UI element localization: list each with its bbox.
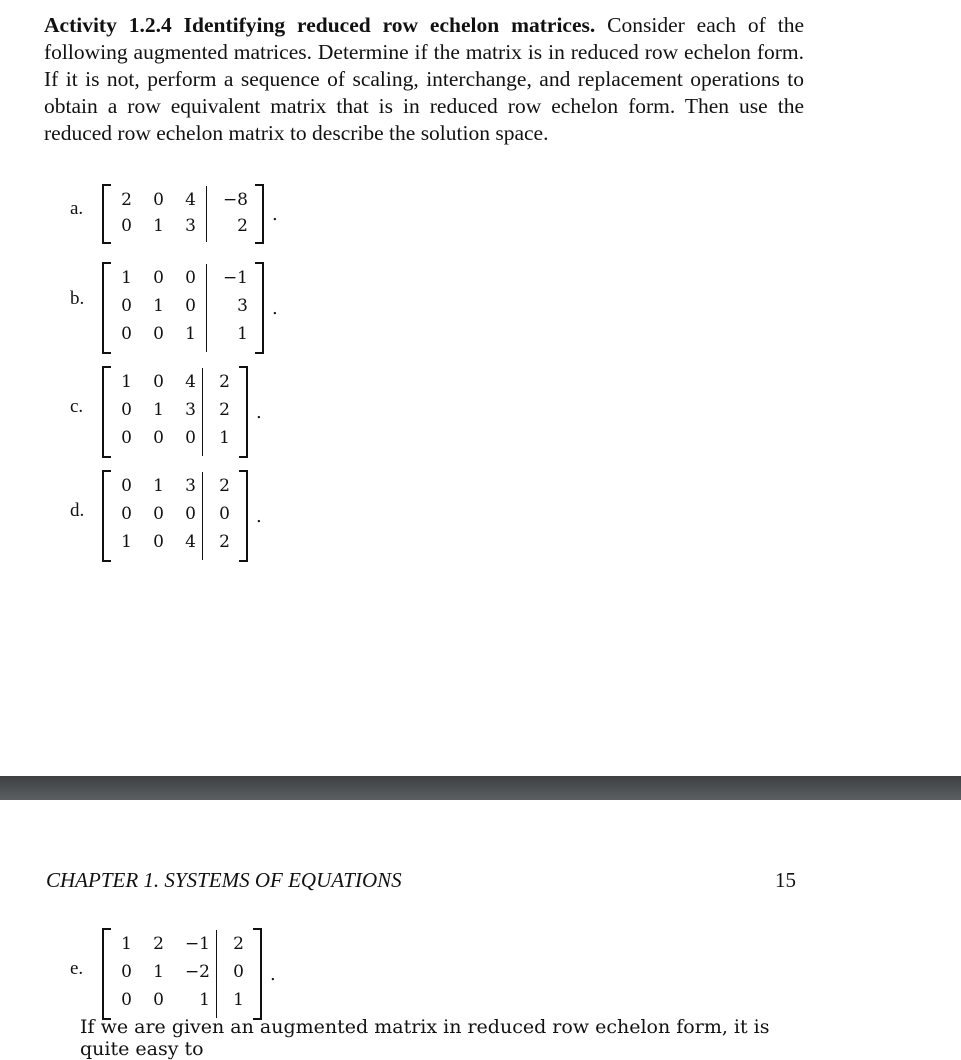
matrix-entry: 1 — [121, 934, 132, 954]
matrix-entry: 0 — [185, 268, 196, 288]
augmented-matrix — [102, 262, 278, 354]
problem-label: a. — [70, 198, 84, 219]
matrix-entry: 1 — [121, 532, 132, 552]
matrix-entry: 2 — [121, 190, 132, 210]
problem-label: d. — [70, 500, 85, 521]
matrix-entry: −8 — [222, 190, 248, 210]
matrix-entry: −2 — [184, 962, 210, 982]
problem-label: e. — [70, 958, 84, 979]
matrix-entry: 0 — [153, 990, 164, 1010]
augment-bar — [216, 930, 217, 1018]
matrix-bracket-right — [253, 928, 262, 1020]
matrix-entry: 1 — [153, 296, 164, 316]
augmented-matrix — [102, 366, 262, 458]
matrix-entry: 0 — [121, 990, 132, 1010]
matrix-period: . — [272, 204, 278, 225]
matrix-entry: 0 — [121, 400, 132, 420]
augment-bar — [202, 368, 203, 456]
matrix-period: . — [270, 964, 276, 985]
augment-bar — [206, 186, 207, 242]
matrix-entry: 1 — [153, 476, 164, 496]
matrix-entry: 0 — [185, 504, 196, 524]
matrix-entry: −1 — [184, 934, 210, 954]
matrix-entry: 0 — [153, 190, 164, 210]
matrix-entry: 0 — [153, 268, 164, 288]
matrix-entry: 2 — [153, 934, 164, 954]
matrix-entry: 2 — [237, 216, 248, 236]
matrix-entry: 0 — [153, 324, 164, 344]
matrix-entry: 3 — [185, 400, 196, 420]
augmented-matrix — [102, 928, 276, 1020]
matrix-entry: 1 — [153, 962, 164, 982]
matrix-bracket-right — [255, 262, 264, 354]
matrix-entry: 0 — [121, 504, 132, 524]
matrix-entry: 1 — [233, 990, 244, 1010]
matrix-entry: 4 — [185, 190, 196, 210]
matrix-entry: 0 — [121, 216, 132, 236]
problem-label: b. — [70, 288, 85, 309]
matrix-entry: 0 — [121, 962, 132, 982]
matrix-bracket-right — [255, 184, 264, 244]
matrix-entry: 1 — [121, 372, 132, 392]
page-number: 15 — [775, 868, 796, 892]
matrix-bracket-right — [239, 470, 248, 562]
matrix-entry: 1 — [185, 324, 196, 344]
matrix-period: . — [272, 298, 278, 319]
activity-body: Consider each of the following augmented matrices. Determine if the matrix is in reduced row echelon form. If it is not, perform a sequence of scaling, interchange, and replacement operations to obtain a row equivalent matrix that is in reduced row echelon form. Then use the reduced row echelon matrix to describe the solution space. — [44, 13, 804, 145]
cutoff-text-line: If we are given an augmented matrix in reduced row echelon form, it is quite easy to — [80, 1016, 770, 1060]
chapter-header: CHAPTER 1. SYSTEMS OF EQUATIONS — [46, 868, 402, 892]
matrix-bracket-right — [239, 366, 248, 458]
matrix-entry: 1 — [121, 268, 132, 288]
matrix-entry: 2 — [219, 372, 230, 392]
matrix-entry: 1 — [153, 216, 164, 236]
matrix-entry: 2 — [219, 476, 230, 496]
augmented-matrix — [102, 184, 278, 244]
matrix-entry: 0 — [121, 476, 132, 496]
page-divider — [0, 776, 961, 800]
augment-bar — [206, 264, 207, 352]
matrix-entry: 1 — [237, 324, 248, 344]
matrix-period: . — [256, 506, 262, 527]
matrix-entry: 0 — [153, 532, 164, 552]
matrix-entry: 2 — [219, 532, 230, 552]
matrix-entry: 0 — [233, 962, 244, 982]
matrix-entry: 4 — [185, 372, 196, 392]
matrix-entry: 2 — [233, 934, 244, 954]
matrix-entry: 3 — [237, 296, 248, 316]
activity-paragraph — [44, 12, 804, 147]
matrix-entry: 0 — [121, 324, 132, 344]
matrix-entry: 0 — [185, 296, 196, 316]
matrix-entry: 0 — [219, 504, 230, 524]
augmented-matrix — [102, 470, 262, 562]
augment-bar — [202, 472, 203, 560]
matrix-period: . — [256, 402, 262, 423]
matrix-entry: 1 — [199, 990, 210, 1010]
matrix-entry: 1 — [219, 428, 230, 448]
matrix-entry: 0 — [121, 296, 132, 316]
matrix-entry: 0 — [121, 428, 132, 448]
matrix-entry: 0 — [153, 372, 164, 392]
matrix-entry: 0 — [153, 504, 164, 524]
matrix-entry: 3 — [185, 476, 196, 496]
matrix-entry: 3 — [185, 216, 196, 236]
activity-heading: Activity 1.2.4 Identifying reduced row echelon matrices. — [44, 13, 596, 37]
matrix-entry: −1 — [222, 268, 248, 288]
matrix-entry: 4 — [185, 532, 196, 552]
matrix-entry: 2 — [219, 400, 230, 420]
problem-label: c. — [70, 396, 84, 417]
matrix-entry: 0 — [185, 428, 196, 448]
matrix-entry: 1 — [153, 400, 164, 420]
matrix-entry: 0 — [153, 428, 164, 448]
